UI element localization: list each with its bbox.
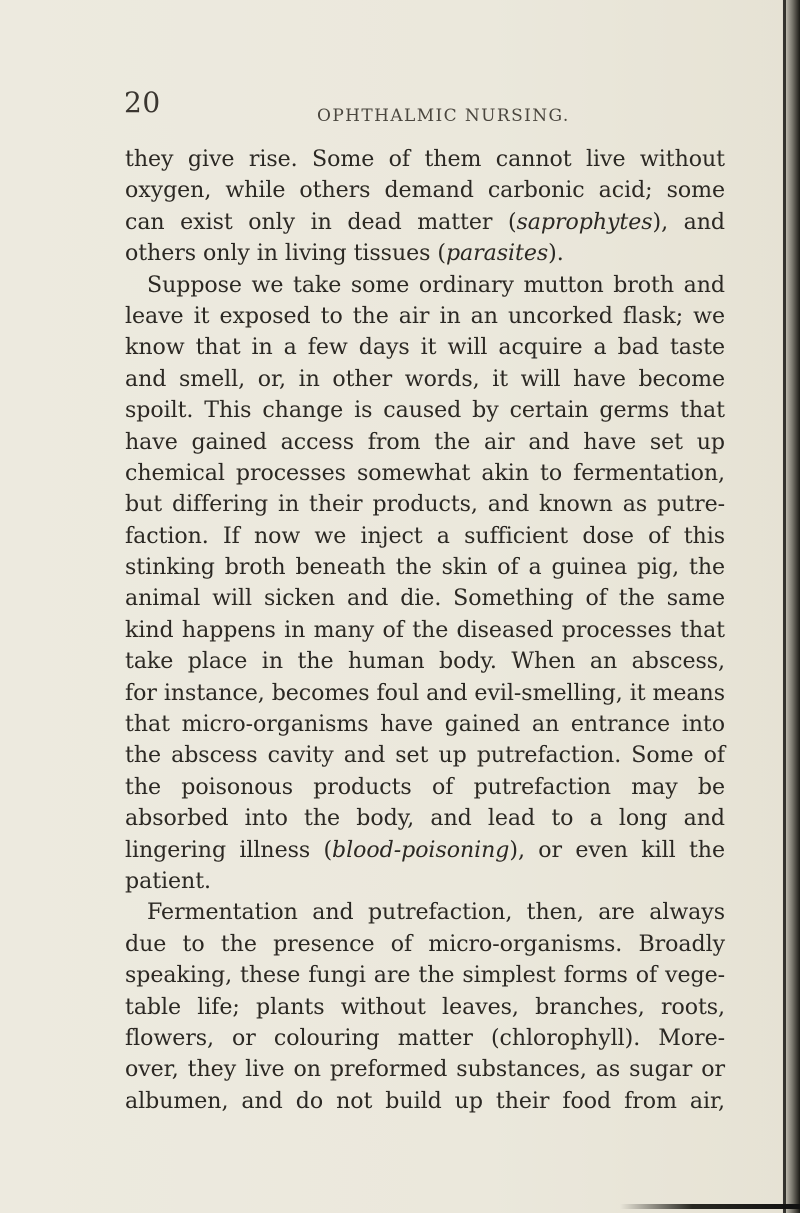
text-line: speaking, these fungi are the simplest forms of vege- xyxy=(125,962,725,989)
body-text xyxy=(125,144,725,1117)
text-line: leave it exposed to the air in an uncorked flask; we xyxy=(125,302,725,329)
text-line: stinking broth beneath the skin of a guinea pig, the xyxy=(125,554,725,581)
text-line: patient. xyxy=(125,867,211,894)
text-line: chemical processes somewhat akin to fermentation, xyxy=(125,459,725,486)
text-line: but differing in their products, and known as putre- xyxy=(125,491,725,518)
text-line: flowers, or colouring matter (chlorophyll). More- xyxy=(125,1024,725,1051)
text-line: table life; plants without leaves, branches, roots, xyxy=(125,993,725,1020)
italic-term: blood-poisoning xyxy=(332,836,510,863)
page-number: 20 xyxy=(124,86,161,119)
text-line: have gained access from the air and have set up xyxy=(125,428,725,455)
text-line: and smell, or, in other words, it will have become xyxy=(125,365,725,392)
running-head: OPHTHALMIC NURSING. xyxy=(317,106,570,126)
paragraph-start: Fermentation and putrefaction, then, are always xyxy=(147,899,725,926)
text-line: spoilt. This change is caused by certain germs that xyxy=(125,397,725,424)
paragraph-start: Suppose we take some ordinary mutton broth and xyxy=(147,271,725,298)
text-line: for instance, becomes foul and evil-smelling, it means xyxy=(125,679,725,706)
text-line: over, they live on preformed substances, as sugar or xyxy=(125,1056,725,1083)
text-line: that micro-organisms have gained an entrance into xyxy=(125,711,725,738)
text-line: albumen, and do not build up their food from air, xyxy=(125,1087,725,1114)
text-line: lingering illness (blood-poisoning), or even kill the xyxy=(125,836,725,863)
page-edge-line xyxy=(783,0,786,1213)
text-line: know that in a few days it will acquire a bad taste xyxy=(125,334,725,361)
text-line: they give rise. Some of them cannot live without xyxy=(125,146,725,172)
text-line: the poisonous products of putrefaction may be xyxy=(125,773,725,800)
text-line: oxygen, while others demand carbonic acid; some xyxy=(125,177,725,204)
text-line: can exist only in dead matter (saprophytes), and xyxy=(125,208,725,235)
text-line: others only in living tissues (parasites). xyxy=(125,240,564,267)
text-line: faction. If now we inject a sufficient dose of this xyxy=(125,522,725,549)
text-line: due to the presence of micro-organisms. Broadly xyxy=(125,930,725,957)
italic-term: parasites xyxy=(445,240,549,267)
text-line: animal will sicken and die. Something of the same xyxy=(125,585,725,612)
italic-term: saprophytes xyxy=(516,208,653,235)
text-line: take place in the human body. When an abscess, xyxy=(125,648,725,675)
text-line: kind happens in many of the diseased processes that xyxy=(125,616,725,643)
text-line: the abscess cavity and set up putrefaction. Some of xyxy=(125,742,725,769)
text-line: absorbed into the body, and lead to a long and xyxy=(125,805,725,832)
bottom-edge-shadow xyxy=(620,1204,800,1209)
